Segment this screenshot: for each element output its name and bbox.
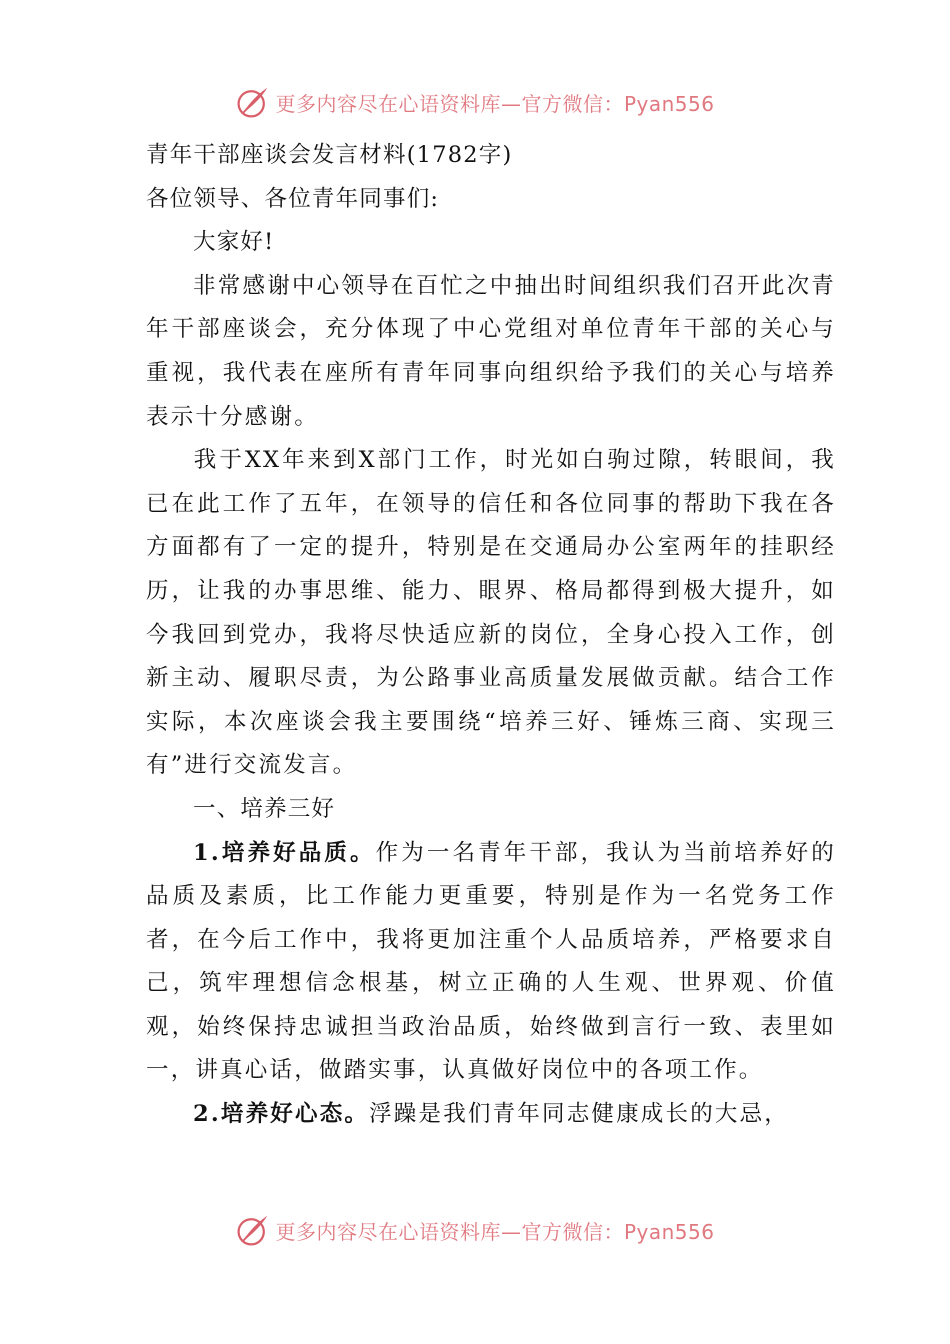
item-heading: 1.培养好品质。 [193, 839, 376, 866]
list-item [146, 832, 836, 1094]
list-item [146, 1093, 836, 1137]
paragraph: 我于XX年来到X部门工作，时光如白驹过隙，转眼间，我已在此工作了五年，在领导的信任和各位同事的帮助下我在各方面都有了一定的提升，特别是在交通局办公室两年的挂职经历，让我的办事思维、能力、眼界、格局都得到极大提升，如今我回到党办，我将尽快适应新的岗位，全身心投入工作，创新主动、履职尽责，为公路事业高质量发展做贡献。结合工作实际，本次座谈会我主要围绕“培养三好、锤炼三商、实现三有”进行交流发言。 [146, 447, 836, 779]
quill-pen-logo-icon [235, 1212, 271, 1248]
header-banner [0, 80, 950, 124]
item-body: 浮躁是我们青年同志健康成长的大忌， [369, 1101, 789, 1128]
banner-text: 更多内容尽在心语资料库—官方微信：Pyan556 [275, 91, 715, 116]
item-body: 作为一名青年干部，我认为当前培养好的品质及素质，比工作能力更重要，特别是作为一名党务工作者，在今后工作中，我将更加注重个人品质培养，严格要求自己，筑牢理想信念根基，树立正确的人生观、世界观、价值观，始终保持忠诚担当政治品质，始终做到言行一致、表里如一，讲真心话，做踏实事，认真做好岗位中的各项工作。 [146, 839, 836, 1084]
section-heading: 一、培养三好 [193, 795, 336, 822]
document-title: 青年干部座谈会发言材料(1782字) [146, 142, 513, 168]
footer-banner [0, 1208, 950, 1252]
greeting: 大家好! [193, 229, 275, 256]
banner-text: 更多内容尽在心语资料库—官方微信：Pyan556 [275, 1219, 715, 1244]
salutation: 各位领导、各位青年同事们: [146, 185, 440, 212]
quill-pen-logo-icon [235, 84, 271, 120]
document-body [146, 134, 836, 1137]
paragraph: 非常感谢中心领导在百忙之中抽出时间组织我们召开此次青年干部座谈会，充分体现了中心党组对单位青年干部的关心与重视，我代表在座所有青年同事向组织给予我们的关心与培养表示十分感谢。 [146, 272, 836, 430]
item-heading: 2.培养好心态。 [193, 1101, 370, 1128]
